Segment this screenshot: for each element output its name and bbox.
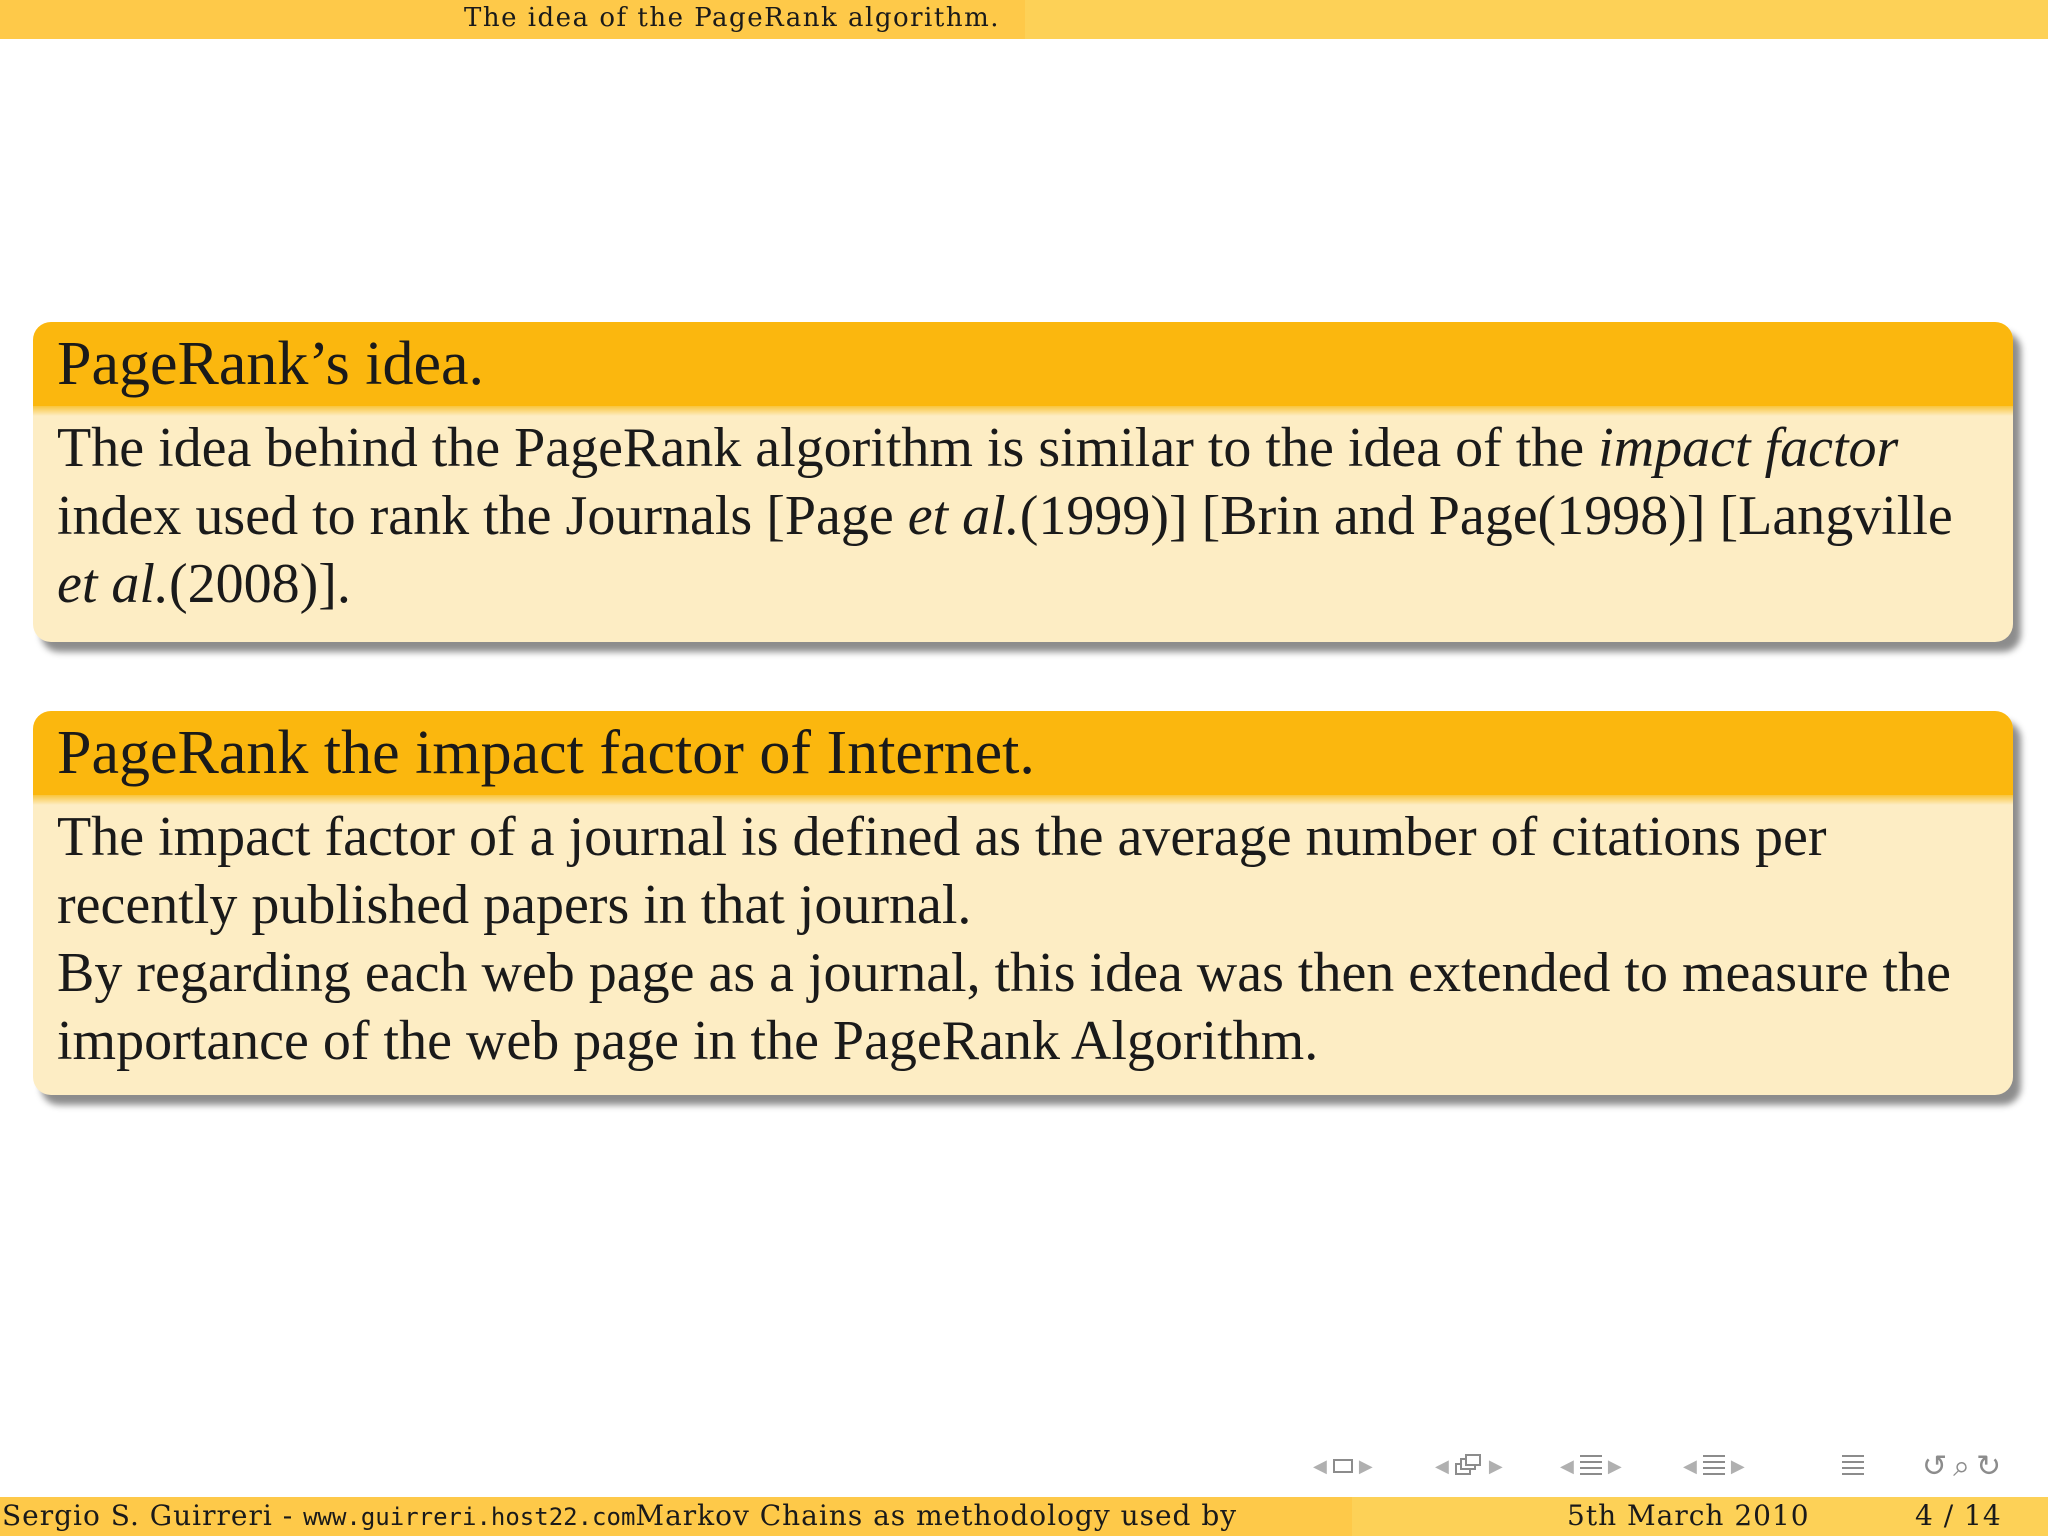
arrow-left-icon[interactable]: ◀: [1560, 1455, 1574, 1477]
header-section-title[interactable]: The idea of the PageRank algorithm.: [0, 0, 1025, 39]
text-run: The idea behind the PageRank algorithm is similar to the idea of the: [57, 417, 1599, 479]
arrow-right-icon[interactable]: ▶: [1607, 1455, 1622, 1477]
arrow-right-icon[interactable]: ▶: [1358, 1455, 1373, 1477]
presentation-nav-icon[interactable]: [1703, 1455, 1725, 1477]
search-icon[interactable]: ⌕: [1953, 1448, 1970, 1484]
frame-nav-icon[interactable]: [1333, 1459, 1353, 1473]
undo-icon[interactable]: ↺: [1922, 1448, 1948, 1484]
footer-date: 5th March 2010: [1567, 1499, 1810, 1532]
outline-nav[interactable]: [1842, 1448, 1864, 1484]
block-paragraph: The impact factor of a journal is defined as the average number of citations per recently published papers in that journal.: [57, 806, 1827, 936]
text-run: (1999)] [Brin and Page(1998)] [Langville: [1019, 485, 1953, 547]
footer-page-number: 4 / 14: [1915, 1499, 2002, 1532]
footer-author: Sergio S. Guirreri -: [2, 1499, 304, 1532]
block-paragraph: [57, 414, 1989, 618]
text-run-italic: et al.: [57, 553, 169, 615]
frame-nav[interactable]: [1313, 1448, 1373, 1484]
outline-icon[interactable]: [1842, 1455, 1864, 1477]
text-run-italic: et al.: [907, 485, 1020, 547]
subsection-nav-icon[interactable]: [1455, 1454, 1483, 1478]
search-nav[interactable]: [1922, 1448, 2001, 1484]
arrow-right-icon[interactable]: ▶: [1730, 1455, 1745, 1477]
text-run-italic: impact factor: [1598, 417, 1899, 479]
presentation-nav[interactable]: [1683, 1448, 1745, 1484]
block-impact-factor: [33, 711, 2013, 1095]
text-run: (2008)].: [168, 553, 351, 615]
block-body: [33, 795, 2013, 1085]
block-title: PageRank’s idea.: [33, 322, 2013, 406]
block-paragraph: By regarding each web page as a journal, this idea was then extended to measure the importance of the web page in the PageRank Algorithm.: [57, 942, 1951, 1072]
arrow-left-icon[interactable]: ◀: [1683, 1455, 1697, 1477]
arrow-right-icon[interactable]: ▶: [1488, 1455, 1503, 1477]
footer-url: www.guirreri.host22.com: [303, 1503, 636, 1531]
section-nav[interactable]: [1560, 1448, 1622, 1484]
text-run: index used to rank the Journals [Page: [57, 485, 908, 547]
footer-bar: [0, 1497, 2048, 1536]
section-nav-icon[interactable]: [1580, 1455, 1602, 1477]
block-title: PageRank the impact factor of Internet.: [33, 711, 2013, 795]
block-pagerank-idea: [33, 322, 2013, 642]
footer-author-title[interactable]: [0, 1497, 1352, 1536]
arrow-left-icon[interactable]: ◀: [1313, 1455, 1327, 1477]
footer-title: Markov Chains as methodology used by: [635, 1499, 1238, 1532]
block-body: [33, 406, 2013, 628]
arrow-left-icon[interactable]: ◀: [1435, 1455, 1449, 1477]
redo-icon[interactable]: ↻: [1975, 1448, 2002, 1484]
subsection-nav[interactable]: [1435, 1448, 1503, 1484]
header-bar: [0, 0, 2048, 39]
